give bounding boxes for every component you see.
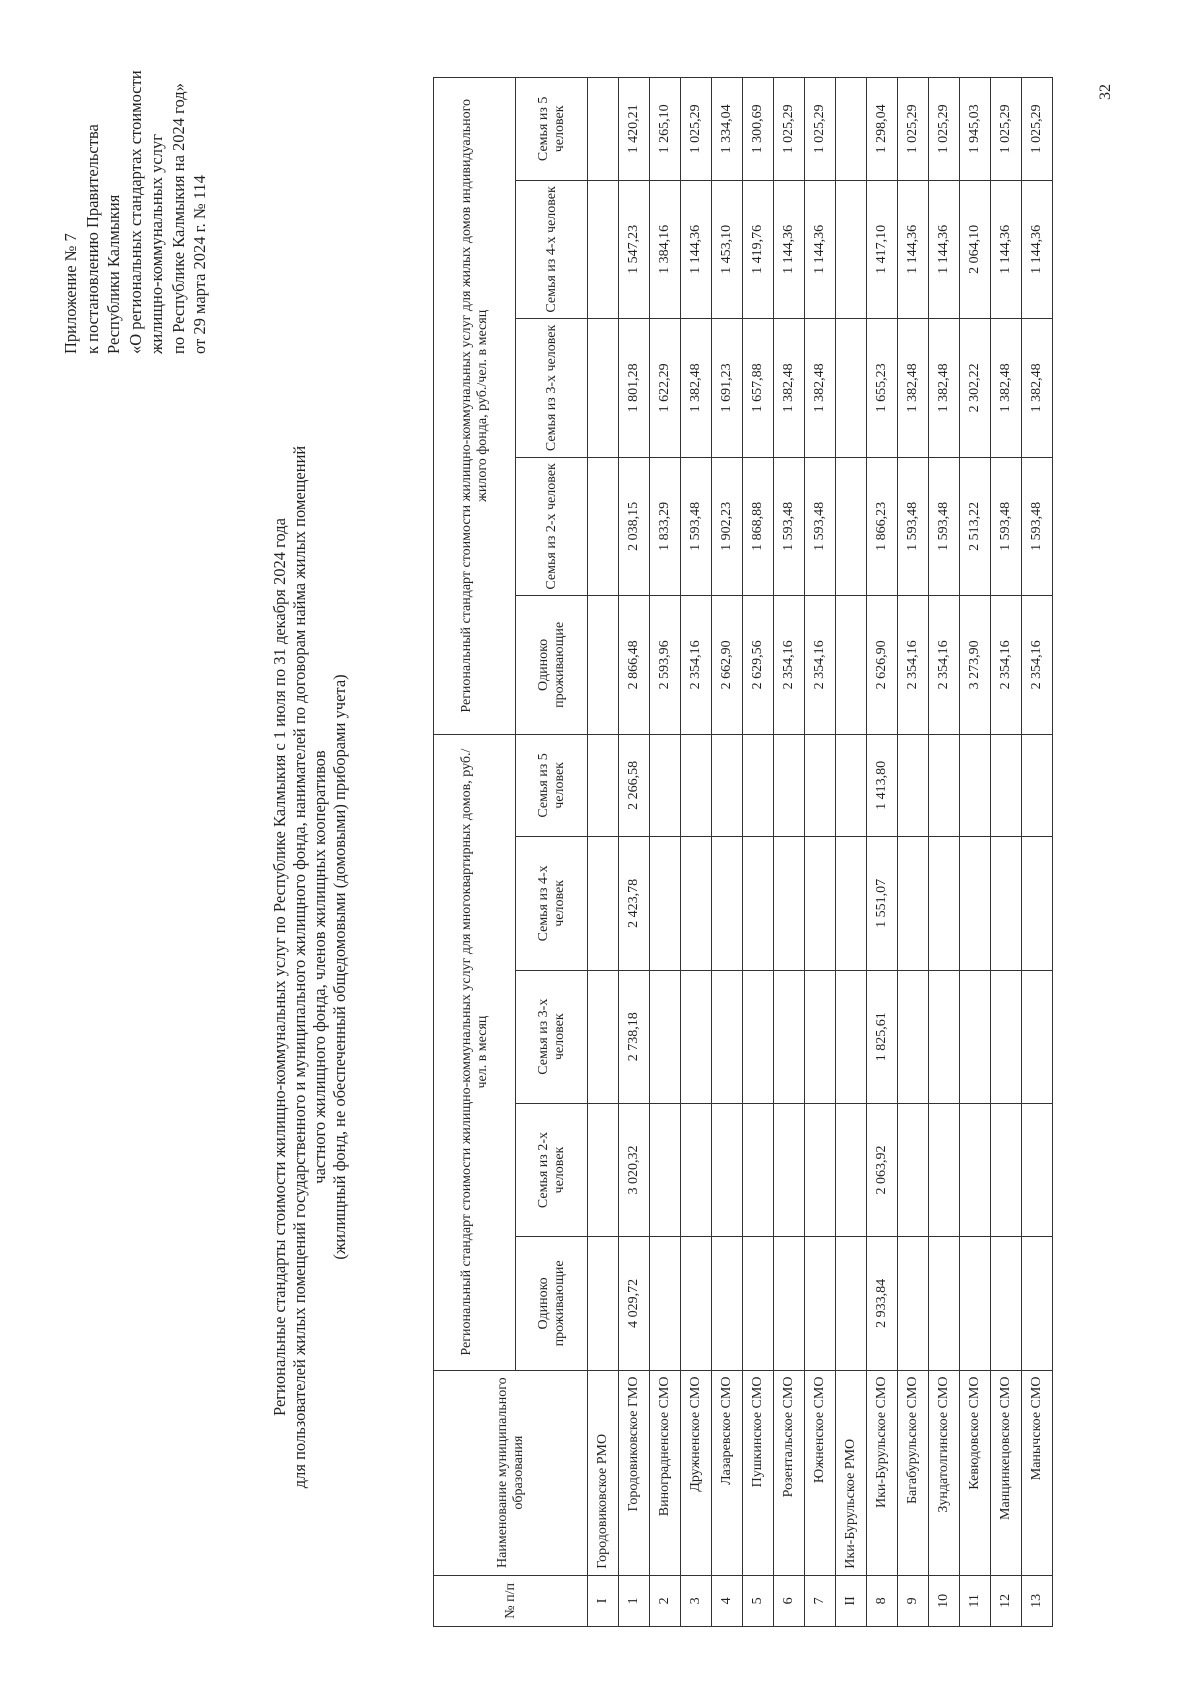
value-cell: 2 354,16 [929, 596, 960, 734]
value-cell: 1 547,23 [619, 180, 650, 318]
value-cell [588, 78, 619, 181]
value-cell [898, 837, 929, 970]
value-cell [929, 1103, 960, 1236]
value-cell: 1 593,48 [898, 457, 929, 595]
value-cell: 1 334,04 [712, 78, 743, 181]
value-cell: 1 833,29 [650, 457, 681, 595]
value-cell [650, 734, 681, 837]
municipality-name: Городовиковское ГМО [619, 1370, 650, 1575]
value-cell [774, 1237, 805, 1370]
value-cell [588, 1237, 619, 1370]
value-cell: 1 419,76 [743, 180, 774, 318]
value-cell: 2 933,84 [867, 1237, 898, 1370]
value-cell: 1 382,48 [929, 319, 960, 457]
value-cell: 2 423,78 [619, 837, 650, 970]
value-cell [681, 1237, 712, 1370]
value-cell: 1 691,23 [712, 319, 743, 457]
value-cell [991, 970, 1022, 1103]
value-cell [836, 1237, 867, 1370]
value-cell: 1 382,48 [805, 319, 836, 457]
table-row [898, 78, 929, 1627]
value-cell [836, 78, 867, 181]
municipality-name: Пушкинское СМО [743, 1370, 774, 1575]
value-cell: 1 593,48 [1022, 457, 1053, 595]
table-row [588, 78, 619, 1627]
value-cell [774, 837, 805, 970]
appendix-line: Республики Калмыкия [104, 194, 123, 354]
table-row [1022, 78, 1053, 1627]
value-cell [960, 970, 991, 1103]
value-cell: 4 029,72 [619, 1237, 650, 1370]
header-sub: Одиноко проживающие [516, 1237, 588, 1370]
header-group-mkd: Региональный стандарт стоимости жилищно-коммунальных услуг для многоквартирных домов, руб./чел. в месяц [434, 734, 516, 1370]
value-cell [650, 1103, 681, 1236]
value-cell: 2 662,90 [712, 596, 743, 734]
value-cell: 2 063,92 [867, 1103, 898, 1236]
header-sub: Семья из 4-х человек [516, 180, 588, 318]
value-cell [774, 1103, 805, 1236]
value-cell [743, 1103, 774, 1236]
value-cell: 1 144,36 [681, 180, 712, 318]
value-cell [898, 970, 929, 1103]
row-number: 7 [805, 1575, 836, 1626]
value-cell [991, 1103, 1022, 1236]
value-cell: 1 551,07 [867, 837, 898, 970]
appendix-line: по Республике Калмыкия на 2024 год» [168, 83, 188, 354]
value-cell: 2 354,16 [774, 596, 805, 734]
value-cell [743, 837, 774, 970]
row-number: 10 [929, 1575, 960, 1626]
value-cell: 1 265,10 [650, 78, 681, 181]
value-cell [1022, 1103, 1053, 1236]
value-cell [805, 734, 836, 837]
value-cell [805, 1103, 836, 1236]
value-cell [929, 1237, 960, 1370]
value-cell: 1 593,48 [991, 457, 1022, 595]
value-cell [836, 734, 867, 837]
appendix-line: Приложение № 7 [61, 233, 80, 354]
municipality-name: Южненское СМО [805, 1370, 836, 1575]
value-cell [929, 734, 960, 837]
value-cell: 2 302,22 [960, 319, 991, 457]
value-cell [960, 734, 991, 837]
value-cell: 1 825,61 [867, 970, 898, 1103]
appendix-line: жилищно-коммунальных услуг [147, 134, 166, 354]
table-row [867, 78, 898, 1627]
value-cell: 1 382,48 [774, 319, 805, 457]
value-cell [836, 970, 867, 1103]
value-cell: 1 382,48 [898, 319, 929, 457]
value-cell [805, 837, 836, 970]
value-cell [774, 734, 805, 837]
value-cell: 1 593,48 [774, 457, 805, 595]
row-number: 5 [743, 1575, 774, 1626]
value-cell [650, 1237, 681, 1370]
value-cell [743, 1237, 774, 1370]
value-cell [836, 837, 867, 970]
row-number: 8 [867, 1575, 898, 1626]
standards-table [433, 77, 1053, 1627]
appendix-line: «О региональных стандартах стоимости [125, 70, 145, 354]
municipality-name: Багабурульское СМО [898, 1370, 929, 1575]
value-cell [991, 1237, 1022, 1370]
district-name: Ики-Бурульское РМО [836, 1370, 867, 1575]
value-cell: 1 382,48 [1022, 319, 1053, 457]
municipality-name: Дружненское СМО [681, 1370, 712, 1575]
value-cell: 2 038,15 [619, 457, 650, 595]
row-number: 3 [681, 1575, 712, 1626]
table-row [991, 78, 1022, 1627]
header-sub: Семья из 5 человек [516, 734, 588, 837]
title-line: (жилищный фонд, не обеспеченный общедомовыми (домовыми) приборами учета) [330, 674, 349, 1260]
value-cell [929, 837, 960, 970]
value-cell: 2 354,16 [681, 596, 712, 734]
value-cell [929, 970, 960, 1103]
value-cell: 1 453,10 [712, 180, 743, 318]
value-cell: 1 025,29 [898, 78, 929, 181]
row-number: 12 [991, 1575, 1022, 1626]
row-number: 4 [712, 1575, 743, 1626]
value-cell [650, 970, 681, 1103]
title-line: для пользователей жилых помещений государственного и муниципального жилищного фонда, нанимателей по договорам найма жилых помещений [290, 445, 309, 1489]
value-cell [1022, 970, 1053, 1103]
value-cell [1022, 1237, 1053, 1370]
value-cell [805, 970, 836, 1103]
header-sub: Одиноко проживающие [516, 596, 588, 734]
value-cell [712, 1237, 743, 1370]
title-line: Региональные стандарты стоимости жилищно-коммунальных услуг по Республике Калмыкия с 1 июля по 31 декабря 2024 года [270, 518, 289, 1416]
value-cell [743, 970, 774, 1103]
value-cell: 1 622,29 [650, 319, 681, 457]
value-cell: 2 354,16 [898, 596, 929, 734]
value-cell: 1 866,23 [867, 457, 898, 595]
value-cell [588, 970, 619, 1103]
value-cell: 1 801,28 [619, 319, 650, 457]
value-cell: 1 593,48 [805, 457, 836, 595]
municipality-name: Ики-Бурульское СМО [867, 1370, 898, 1575]
value-cell: 1 384,16 [650, 180, 681, 318]
header-sub: Семья из 2-х человек [516, 1103, 588, 1236]
header-name: Наименование муниципального образования [434, 1370, 588, 1575]
value-cell [836, 596, 867, 734]
title-line: частного жилищного фонда, членов жилищных кооперативов [310, 750, 329, 1184]
municipality-name: Манычское СМО [1022, 1370, 1053, 1575]
value-cell: 2 866,48 [619, 596, 650, 734]
value-cell: 2 513,22 [960, 457, 991, 595]
value-cell: 1 382,48 [681, 319, 712, 457]
header-sub: Семья из 3-х человек [516, 319, 588, 457]
municipality-name: Виноградненское СМО [650, 1370, 681, 1575]
value-cell: 1 144,36 [898, 180, 929, 318]
value-cell [588, 180, 619, 318]
value-cell: 1 655,23 [867, 319, 898, 457]
row-number: 6 [774, 1575, 805, 1626]
value-cell: 1 420,21 [619, 78, 650, 181]
value-cell [681, 970, 712, 1103]
value-cell [836, 319, 867, 457]
value-cell [712, 1103, 743, 1236]
table-row [960, 78, 991, 1627]
value-cell: 3 273,90 [960, 596, 991, 734]
value-cell: 1 868,88 [743, 457, 774, 595]
district-name: Городовиковское РМО [588, 1370, 619, 1575]
value-cell: 3 020,32 [619, 1103, 650, 1236]
header-num: № п/п [434, 1575, 588, 1626]
header-group-izhs: Региональный стандарт стоимости жилищно-коммунальных услуг для жилых домов индивидуального жилого фонда, руб./чел. в месяц [434, 78, 516, 735]
value-cell [588, 1103, 619, 1236]
table-row [743, 78, 774, 1627]
value-cell [960, 837, 991, 970]
table-row [929, 78, 960, 1627]
value-cell: 1 025,29 [774, 78, 805, 181]
value-cell: 1 144,36 [805, 180, 836, 318]
value-cell: 1 144,36 [991, 180, 1022, 318]
row-number: II [836, 1575, 867, 1626]
value-cell: 1 417,10 [867, 180, 898, 318]
table-row [681, 78, 712, 1627]
value-cell: 1 657,88 [743, 319, 774, 457]
value-cell [712, 837, 743, 970]
table-row [650, 78, 681, 1627]
value-cell [898, 734, 929, 837]
value-cell [898, 1103, 929, 1236]
value-cell: 2 354,16 [1022, 596, 1053, 734]
value-cell: 1 025,29 [929, 78, 960, 181]
value-cell: 1 945,03 [960, 78, 991, 181]
municipality-name: Розентальское СМО [774, 1370, 805, 1575]
value-cell [588, 319, 619, 457]
value-cell: 1 025,29 [991, 78, 1022, 181]
value-cell: 2 354,16 [991, 596, 1022, 734]
value-cell [650, 837, 681, 970]
table-row [774, 78, 805, 1627]
row-number: 9 [898, 1575, 929, 1626]
table-row [712, 78, 743, 1627]
value-cell [774, 970, 805, 1103]
header-sub: Семья из 4-х человек [516, 837, 588, 970]
value-cell: 1 144,36 [1022, 180, 1053, 318]
municipality-name: Зундатолгинское СМО [929, 1370, 960, 1575]
value-cell: 2 626,90 [867, 596, 898, 734]
row-number: 1 [619, 1575, 650, 1626]
municipality-name: Манцинкецовское СМО [991, 1370, 1022, 1575]
value-cell [805, 1237, 836, 1370]
value-cell: 1 593,48 [681, 457, 712, 595]
value-cell: 1 025,29 [1022, 78, 1053, 181]
value-cell [588, 596, 619, 734]
value-cell: 2 354,16 [805, 596, 836, 734]
value-cell [1022, 837, 1053, 970]
value-cell: 1 300,69 [743, 78, 774, 181]
row-number: I [588, 1575, 619, 1626]
appendix-line: от 29 марта 2024 г. № 114 [190, 175, 209, 354]
value-cell [712, 734, 743, 837]
value-cell [681, 837, 712, 970]
value-cell [712, 970, 743, 1103]
value-cell [991, 734, 1022, 837]
value-cell [1022, 734, 1053, 837]
value-cell: 2 266,58 [619, 734, 650, 837]
value-cell: 1 593,48 [929, 457, 960, 595]
municipality-name: Лазаревское СМО [712, 1370, 743, 1575]
row-number: 13 [1022, 1575, 1053, 1626]
value-cell [588, 837, 619, 970]
municipality-name: Кевюдовское СМО [960, 1370, 991, 1575]
value-cell [681, 734, 712, 837]
value-cell: 1 144,36 [929, 180, 960, 318]
value-cell [836, 180, 867, 318]
value-cell: 2 593,96 [650, 596, 681, 734]
value-cell [681, 1103, 712, 1236]
value-cell: 2 064,10 [960, 180, 991, 318]
appendix-line: к постановлению Правительства [82, 124, 102, 354]
value-cell [588, 457, 619, 595]
value-cell [836, 457, 867, 595]
table-row [805, 78, 836, 1627]
value-cell: 1 025,29 [681, 78, 712, 181]
value-cell [960, 1237, 991, 1370]
value-cell [588, 734, 619, 837]
value-cell: 1 298,04 [867, 78, 898, 181]
row-number: 2 [650, 1575, 681, 1626]
value-cell [898, 1237, 929, 1370]
document-title [270, 377, 350, 1557]
header-sub: Семья из 3-х человек [516, 970, 588, 1103]
page-number: 32 [1097, 84, 1114, 100]
value-cell: 1 382,48 [991, 319, 1022, 457]
appendix-block [60, 14, 211, 354]
row-number: 11 [960, 1575, 991, 1626]
value-cell [743, 734, 774, 837]
value-cell: 1 413,80 [867, 734, 898, 837]
value-cell [836, 1103, 867, 1236]
value-cell [991, 837, 1022, 970]
value-cell: 1 144,36 [774, 180, 805, 318]
value-cell [960, 1103, 991, 1236]
value-cell: 1 025,29 [805, 78, 836, 181]
table-row [619, 78, 650, 1627]
value-cell: 2 629,56 [743, 596, 774, 734]
table-row [836, 78, 867, 1627]
header-sub: Семья из 5 человек [516, 78, 588, 181]
value-cell: 1 902,23 [712, 457, 743, 595]
header-sub: Семья из 2-х человек [516, 457, 588, 595]
value-cell: 2 738,18 [619, 970, 650, 1103]
